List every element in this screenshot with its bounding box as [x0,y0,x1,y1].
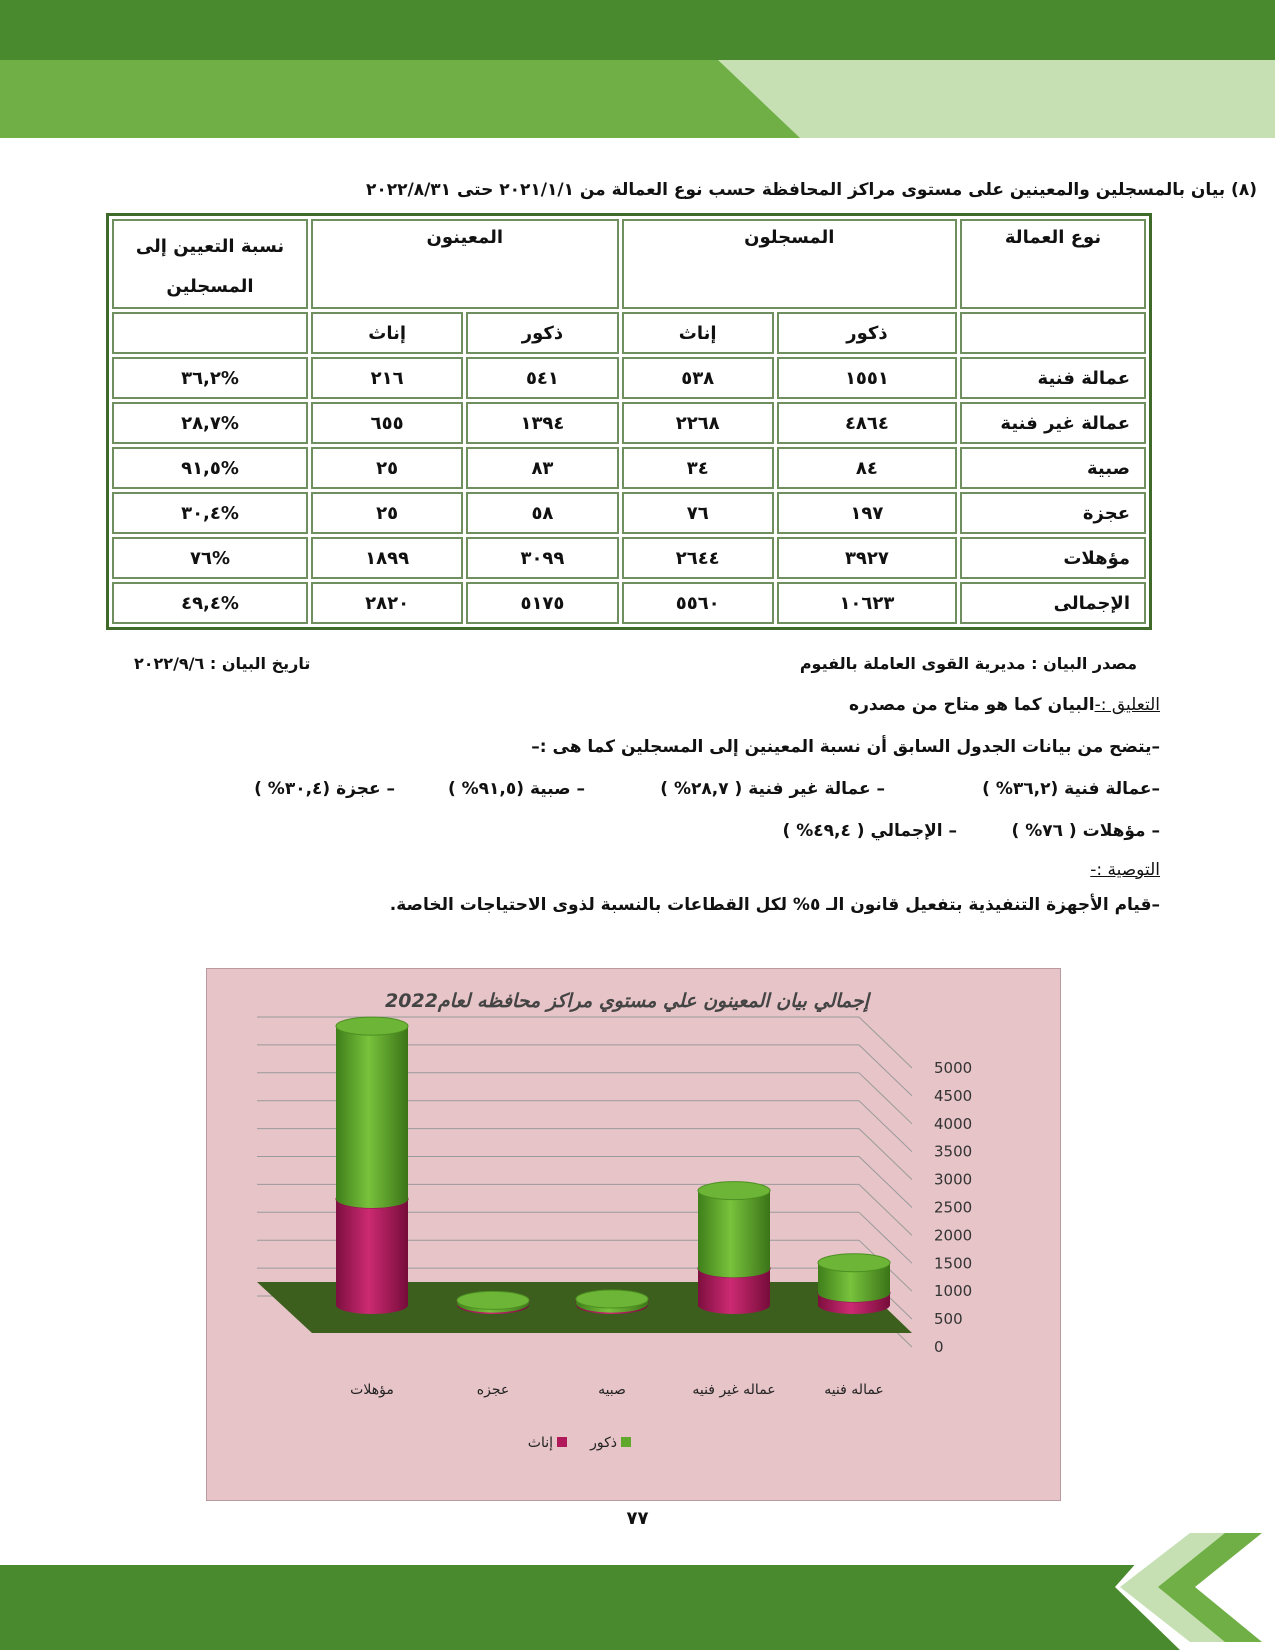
cell-reg-male: ٨٤ [777,447,957,489]
cell-reg-male: ١٥٥١ [777,357,957,399]
cell-ratio: %٣٠,٤ [112,492,308,534]
header-empty [112,312,308,354]
data-table [106,213,1152,630]
chart-title: إجمالي بيان المعينون علي مستوي مراكز محافظه لعام2022 [385,990,869,1012]
item-qualified: – مؤهلات ( ٧٦% ) [1011,821,1160,841]
cell-reg-male: ١٠٦٢٣ [777,582,957,624]
intro-text: –يتضح من بيانات الجدول السابق أن نسبة المعينين إلى المسجلين كما هى :– [531,737,1160,757]
cell-app-female: ٢٥ [311,492,463,534]
header-ratio: نسبة التعيين إلى المسجلين [112,219,308,309]
y-tick-label: 1500 [934,1254,973,1273]
bar-segment-female [336,1199,408,1314]
comment-text: البيان كما هو متاح من مصدره [849,695,1095,715]
header-appointed: المعينون [311,219,619,309]
cell-type: مؤهلات [960,537,1146,579]
cell-reg-male: ١٩٧ [777,492,957,534]
cell-reg-female: ٢٦٤٤ [622,537,774,579]
cell-app-male: ٣٠٩٩ [466,537,618,579]
comment-line [100,695,1160,715]
cell-type: عجزة [960,492,1146,534]
footer-band [0,1525,1275,1650]
cell-ratio: %٤٩,٤ [112,582,308,624]
x-tick-label: عماله غير فنيه [692,1382,776,1398]
chart-frame [206,968,1061,1501]
header-band [0,60,1275,138]
source-text: مصدر البيان : مديرية القوى العاملة بالفيوم [799,654,1137,673]
bar-cap [576,1290,648,1308]
bar-chart [207,969,1060,1500]
header-bar [0,0,1275,60]
y-tick-label: 4000 [934,1114,973,1133]
cell-app-male: ٥١٧٥ [466,582,618,624]
recommendation-label-text: التوصية :- [1090,860,1160,880]
x-tick-label: مؤهلات [350,1382,394,1398]
item-disabled: – عجزة (٣٠,٤% ) [254,779,395,799]
item-non-technical: – عمالة غير فنية ( ٢٨,٧% ) [660,779,885,799]
x-tick-label: عماله فنيه [824,1382,884,1398]
cell-ratio: %٧٦ [112,537,308,579]
table-row [112,537,1146,579]
cell-app-male: ٨٣ [466,447,618,489]
y-tick-label: 3500 [934,1142,973,1161]
cell-app-male: ٥٤١ [466,357,618,399]
header-reg-female: إناث [622,312,774,354]
bar-cap [336,1017,408,1035]
page-number: ٧٧ [626,1508,649,1529]
gridline-depth [859,1073,912,1124]
bar-cap [818,1254,890,1272]
cell-reg-female: ٥٥٦٠ [622,582,774,624]
cell-reg-female: ٧٦ [622,492,774,534]
cell-type: عمالة غير فنية [960,402,1146,444]
legend-label-male: ذكور [590,1435,617,1451]
y-tick-label: 5000 [934,1059,973,1077]
x-tick-label: عجزه [476,1382,510,1398]
cell-ratio: %٩١,٥ [112,447,308,489]
y-tick-label: 2500 [934,1198,973,1217]
cell-ratio: %٢٨,٧ [112,402,308,444]
table-row [112,357,1146,399]
table-row [112,582,1146,624]
y-tick-label: 2000 [934,1226,973,1245]
table-row [112,447,1146,489]
y-tick-label: 1000 [934,1282,973,1301]
bar-cap [698,1182,770,1200]
gridline-depth [859,1101,912,1152]
comment-label: التعليق :- [1094,695,1160,715]
gridline-depth [859,1129,912,1180]
recommendation-text: –قيام الأجهزة التنفيذية بتفعيل قانون الـ ٥% لكل القطاعات بالنسبة لذوى الاحتياجات الخاصة. [389,895,1160,915]
cell-app-male: ١٣٩٤ [466,402,618,444]
cell-app-female: ٢٥ [311,447,463,489]
table-row [112,492,1146,534]
header-empty [960,312,1146,354]
bar-cap [457,1291,529,1309]
header-app-male: ذكور [466,312,618,354]
legend-swatch-male [621,1437,631,1447]
header-app-female: إناث [311,312,463,354]
header-type: نوع العمالة [960,219,1146,309]
item-boys: – صبية (٩١,٥% ) [447,779,585,799]
cell-reg-male: ٣٩٢٧ [777,537,957,579]
gridline-depth [859,1045,912,1096]
gridline-depth [859,1017,912,1068]
x-tick-label: صبيه [598,1382,626,1398]
cell-app-female: ٦٥٥ [311,402,463,444]
cell-reg-female: ٢٢٦٨ [622,402,774,444]
cell-type: صبية [960,447,1146,489]
cell-reg-female: ٣٤ [622,447,774,489]
table-title: (٨) بيان بالمسجلين والمعينين على مستوى مراكز المحافظة حسب نوع العمالة من ٢٠٢١/١/١ حتى ٢٠٢٢/٨/٣١ [365,180,1257,200]
item-technical: –عمالة فنية (٣٦,٢% ) [982,779,1160,799]
date-text: تاريخ البيان : ٢٠٢٢/٩/٦ [134,654,311,673]
cell-app-female: ٢١٦ [311,357,463,399]
gridline-depth [859,1184,912,1235]
cell-type: عمالة فنية [960,357,1146,399]
item-total: – الإجمالي ( ٤٩,٤% ) [782,821,957,841]
cell-app-male: ٥٨ [466,492,618,534]
cell-reg-female: ٥٣٨ [622,357,774,399]
header-reg-male: ذكور [777,312,957,354]
legend-swatch-female [557,1437,567,1447]
y-tick-label: 0 [934,1338,944,1356]
legend-label-female: إناث [527,1435,553,1451]
cell-reg-male: ٤٨٦٤ [777,402,957,444]
header-registered: المسجلون [622,219,957,309]
cell-ratio: %٣٦,٢ [112,357,308,399]
cell-app-female: ٢٨٢٠ [311,582,463,624]
gridline-depth [859,1157,912,1208]
y-tick-label: 3000 [934,1170,973,1189]
bar-segment-male [336,1026,408,1208]
recommendation-label [100,860,1160,880]
y-tick-label: 4500 [934,1086,973,1105]
bar-segment-male [698,1191,770,1278]
y-tick-label: 500 [934,1310,963,1329]
cell-app-female: ١٨٩٩ [311,537,463,579]
table-row [112,402,1146,444]
cell-type: الإجمالى [960,582,1146,624]
